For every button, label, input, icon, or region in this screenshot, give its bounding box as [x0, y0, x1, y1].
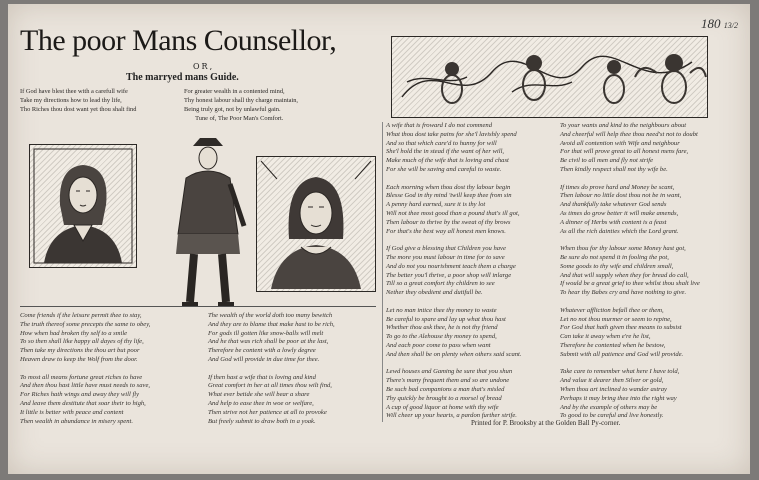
intro-verse-left: If God have blest thee with a carefull wife Take my directions how to lead thy life, Tho Riches thou dost want yet thou shalt find: [20, 88, 137, 113]
text-column-2: The wealth of the world doth too many bewitch And they are to blame that make hast to be rich, For gods ill gotten like snow-balls will melt And he that was rich shall be poor at the last, Therefore be content with a lowly degree And God will provide in due time for thee. If then hast a wife that is loving and kind Great comfort in her at all times thou wilt find, What ever betide she will bear a share And help to ease thee in woe or welfare, Then strive not her patience at all to provoke But freely submit to draw both in a yoak.: [208, 312, 335, 425]
title-or: OR,: [193, 62, 215, 71]
ballad-subtitle: The marryed mans Guide.: [126, 72, 239, 83]
intro-verse-right: For greater wealth in a contented mind, Thy honest labour shall thy charge maintain, Being truly got, not by unlawful gain. Tune of, The Poor Man's Comfort.: [184, 88, 298, 122]
portrait-woman-illustration: [257, 157, 375, 291]
catalog-number: [701, 16, 738, 32]
broadside-sheet: [8, 4, 750, 474]
portrait-man-illustration: [30, 145, 136, 267]
divider-rule-left: [20, 306, 376, 307]
text-column-1: Come friends if the leisure permit thee to stay, The truth thereof some precepts the same to obey, How when had broken thy self to a smile To so then shall like happy all dayes of thy life, Then take my directions the thou art but poor Heaven draw to keep the Wolf from the door. To most all means fortune great riches to have And then thou hast little have must needs to save, For Riches hath wings and away they will fly And leave them destitute that soar their to high, It little is better with peace and content Then wealth in abundance in misery spent.: [20, 312, 151, 425]
catalog-number-sub: 13/2: [723, 21, 738, 30]
imprint-line: Printed for P. Brooksby at the Golden Ball Py-corner.: [471, 419, 621, 427]
text-column-3: A wife that is froward I do not commend What thou dost take pains for she'l lavishly spend And so that which care'd to hunny for will She'l hold the in stead if the want of her will, Make much of the wife that is loving and chast For she will be saving and careful to waste. Each morning when thou dost thy labour begin Blesse God in thy mind 'twill keep thee from sin A penny hard earned, sure it is thy lot Will not thee most good than a pound that's ill got, Then labour to thrive by the sweat of thy brows For that's the best way all honest men knows. If God give a blessing that Children you have The more you must labour in time for to save And do not you nourishment teach them a charge The better you'l thrive, a poor shop will inlarge Till so a great comfort thy children to see Nether they obedient and dutifull be. Let no man intice thee thy money to waste Be careful to spare and lay up what thou hast Whether thou ask thee, he is not thy friend To go to the Alehouse thy money to spend, And each poor come to pass when want And then shall be on plenty when others said scant. Lewd houses and Gaming be sure that you shun There's many frequent them and so are undone Be such bad companions a man that's misled Thy quickly be brought to a morsel of bread A cup of good liquor at home with thy wife Will cheer up your hearts, a pardon further strife.: [386, 122, 522, 420]
text-column-4: To your wants and kind to the neighbours about And cheerful will help thee thou need'st not to doubt Avoid all contention with Wife and neighbour For that will prove great to all honest mens fare, Be civil to all men and fly not strife Then kindly respect shall not thy wife be. If times do prove hard and Money be scant, Then labour no little dost thou not be in want, And thankfully take whatever God sends As times do grow better it will make amends, A dinner of Herbs with content is a feast As all the rich dainties which the Lord grant. When thou for thy labour some Money hast got, Be sure do not spend it in fooling the pot, Some goods to thy wife and children small, And that will supply when they for bread do call, If would be a great grief to thee whilst thou shalt live To hear thy Babes cry and have nothing to give. Whatever affliction befall thee or them, Let no not thou murmer or seem to repine, For God that hath given thee means to subsist Can take it away when e're he list, Therefore be contented when he bestow, Submit with all patience and God will provide. Take care to remember what here I have told, And value it dearer then Silver or gold, When thou art inclined to wander astray Perhaps it may bring thee into the right way And by the example of others may be To good to be careful and live honestly.: [560, 122, 700, 420]
standing-man-illustration: [158, 134, 258, 312]
column-separator: [382, 122, 383, 422]
woodcut-portrait-man: [29, 144, 137, 268]
woodcut-portrait-woman: [256, 156, 376, 292]
ballad-title: The poor Mans Counsellor,: [20, 24, 337, 57]
cherubs-foliage-illustration: [392, 37, 707, 117]
woodcut-banner: [391, 36, 708, 118]
catalog-number-main: 180: [701, 16, 721, 31]
woodcut-standing-man: [158, 134, 258, 312]
